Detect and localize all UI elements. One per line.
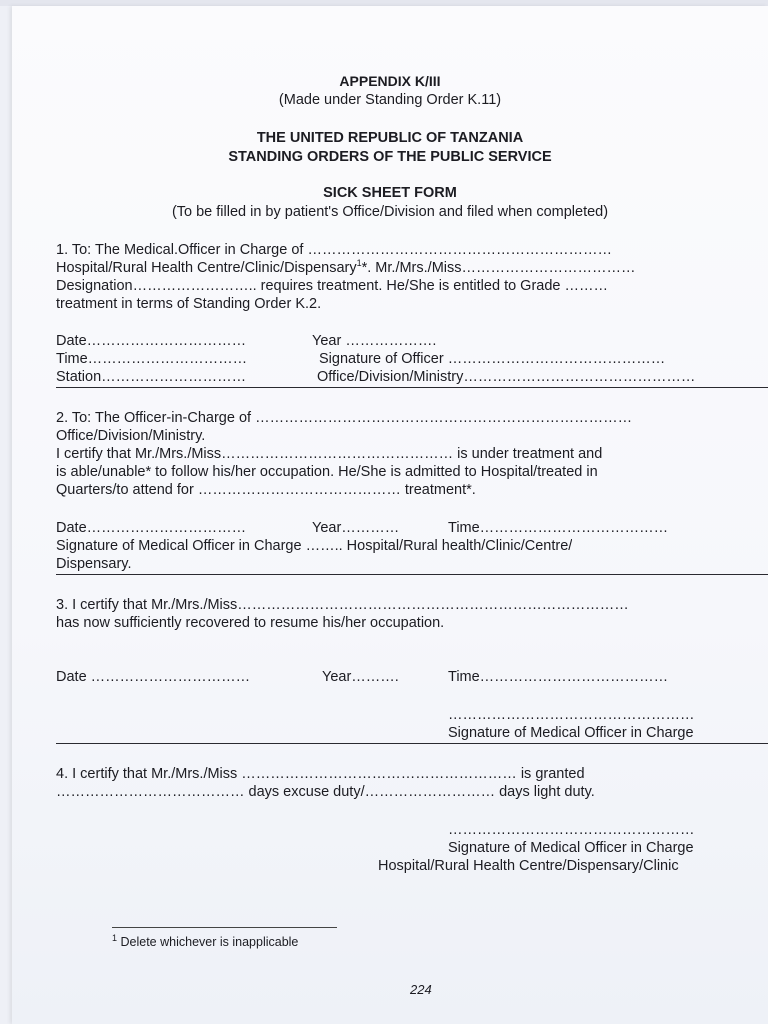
- footnote-marker: 1: [112, 933, 118, 943]
- standing-orders-heading: STANDING ORDERS OF THE PUBLIC SERVICE: [228, 149, 552, 165]
- s4-line-2: ………………………………… days excuse duty/……………………… days light duty.: [56, 784, 595, 800]
- s1-line-3: Designation…………………….. requires treatment. He/She is entitled to Grade ………: [56, 278, 609, 294]
- s1-time-field: Time……………………………: [56, 351, 248, 367]
- s2-line-2: Office/Division/Ministry.: [56, 428, 206, 444]
- s2-line-5: Quarters/to attend for …………………………………… treatment*.: [56, 482, 476, 498]
- s1-year-field: Year ……………….: [312, 333, 437, 349]
- s2-date-field: Date……………………………: [56, 520, 247, 536]
- s1-date-field: Date……………………………: [56, 333, 247, 349]
- footnote: [112, 933, 298, 951]
- s2-time-field: Time…………………………………: [448, 520, 669, 536]
- s2-line-1: 2. To: The Officer-in-Charge of ……………………………………………………………………: [56, 410, 633, 426]
- s4-signature-dots: ……………………………………………: [448, 822, 695, 838]
- page-number: 224: [410, 982, 432, 997]
- republic-heading: THE UNITED REPUBLIC OF TANZANIA: [256, 130, 524, 146]
- appendix-heading: APPENDIX K/III: [339, 73, 441, 89]
- s3-year-field: Year……….: [322, 669, 399, 685]
- s3-time-field: Time…………………………………: [448, 669, 669, 685]
- section-divider: [56, 574, 768, 575]
- s4-signature-label: Signature of Medical Officer in Charge: [448, 840, 694, 856]
- s1-station-field: Station…………………………: [56, 369, 247, 385]
- made-under-note: (Made under Standing Order K.11): [278, 92, 502, 108]
- document-sheet: [12, 6, 768, 1024]
- s1-line-2: [56, 259, 636, 277]
- footnote-ref: 1: [356, 259, 362, 269]
- s3-date-field: Date ……………………………: [56, 669, 251, 685]
- s2-line-3: I certify that Mr./Mrs./Miss………………………………………… is under treatment and: [56, 446, 603, 462]
- s1-line-1: 1. To: The Medical.Officer in Charge of ………………………………………………………: [56, 242, 612, 258]
- s4-line-1: 4. I certify that Mr./Mrs./Miss ………………………………………………… is granted: [56, 766, 585, 782]
- s1-line-4: treatment in terms of Standing Order K.2.: [56, 296, 322, 312]
- s1-facility-text: Hospital/Rural Health Centre/Clinic/Dispensary: [56, 260, 357, 276]
- form-subtitle: (To be filled in by patient's Office/Division and filed when completed): [171, 204, 609, 220]
- s2-year-field: Year…………: [312, 520, 400, 536]
- s3-line-1: 3. I certify that Mr./Mrs./Miss………………………………………………………………………: [56, 597, 629, 613]
- section-divider: [56, 743, 768, 744]
- s4-facility-label: Hospital/Rural Health Centre/Dispensary/Clinic: [378, 858, 679, 874]
- s2-line-4: is able/unable* to follow his/her occupation. He/She is admitted to Hospital/treated in: [56, 464, 598, 480]
- s1-signature-field: Signature of Officer ………………………………………: [319, 351, 666, 367]
- s2-signature-field: Signature of Medical Officer in Charge …….. Hospital/Rural health/Clinic/Centre/: [56, 538, 573, 554]
- s1-office-field: Office/Division/Ministry…………………………………………: [317, 369, 696, 385]
- s3-signature-label: Signature of Medical Officer in Charge: [448, 725, 694, 741]
- s3-signature-dots: ……………………………………………: [448, 707, 695, 723]
- footnote-divider: [112, 927, 337, 928]
- s1-name-text: *. Mr./Mrs./Miss………………………………: [361, 260, 636, 276]
- s3-line-2: has now sufficiently recovered to resume his/her occupation.: [56, 615, 445, 631]
- form-title: SICK SHEET FORM: [323, 185, 457, 201]
- section-divider: [56, 387, 768, 388]
- footnote-text: Delete whichever is inapplicable: [120, 935, 299, 949]
- s2-dispensary-text: Dispensary.: [56, 556, 132, 572]
